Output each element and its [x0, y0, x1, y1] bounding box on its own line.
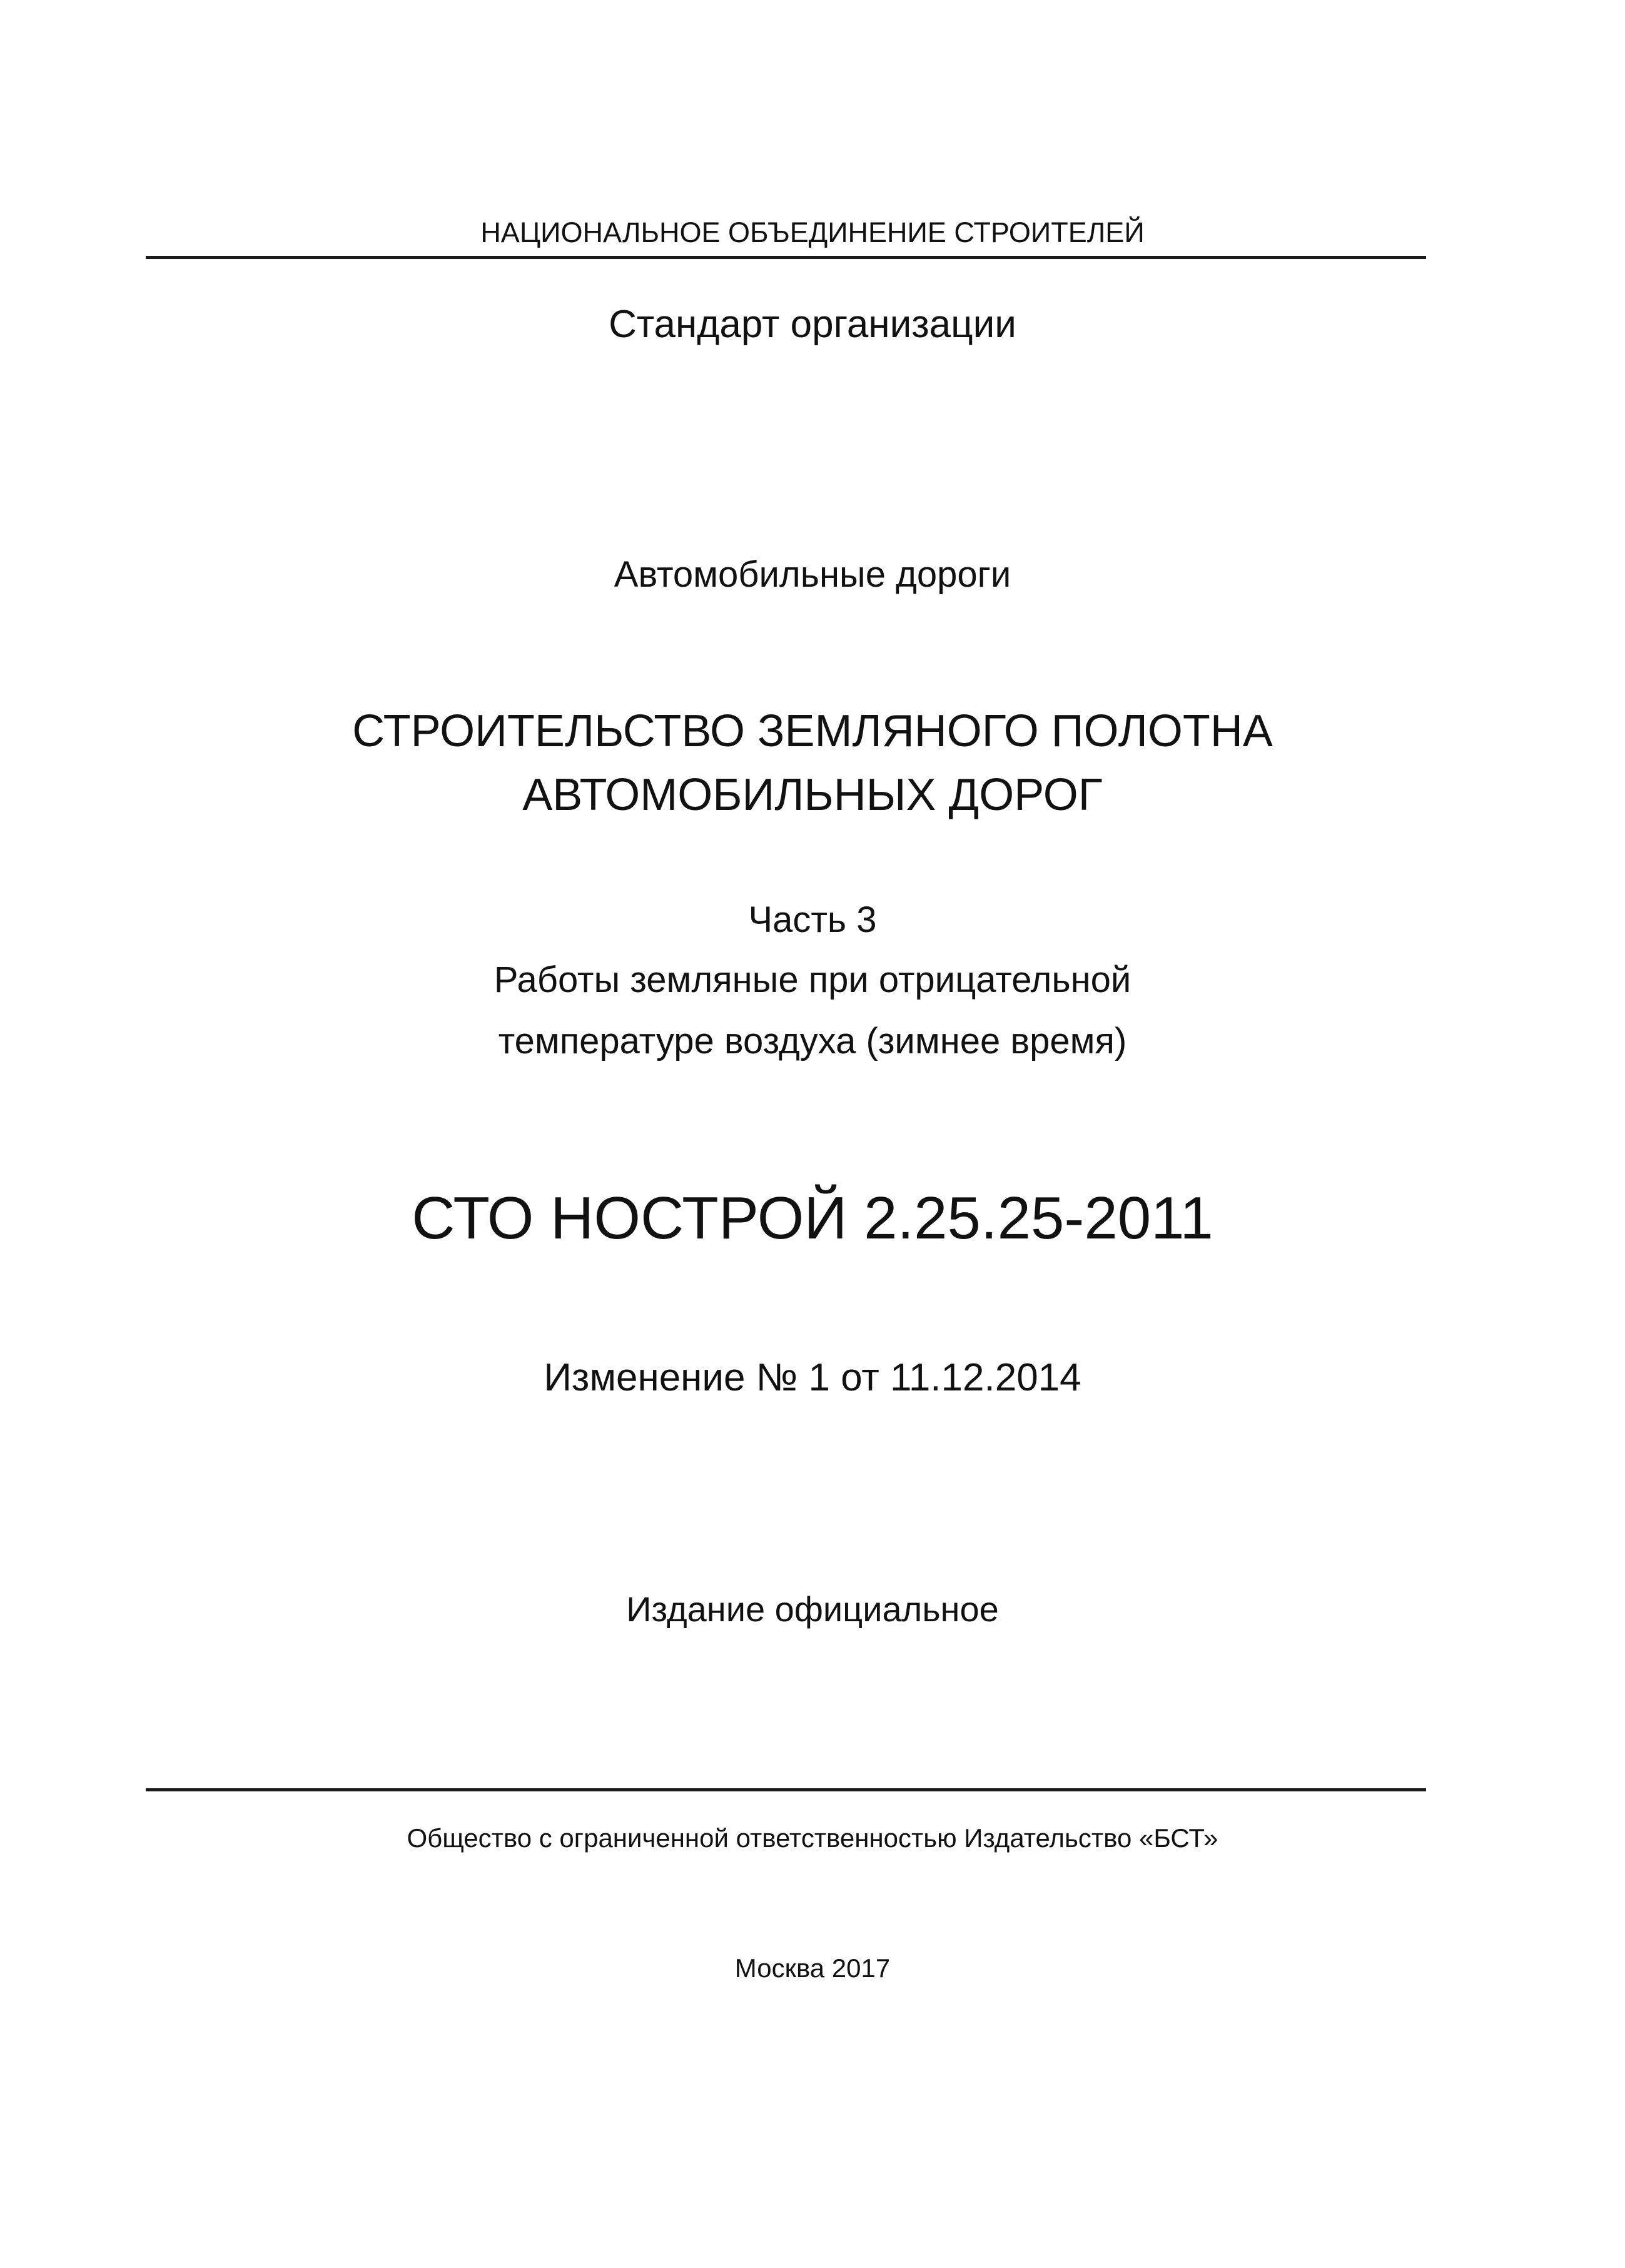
part-number: Часть 3 [748, 899, 877, 940]
amendment-note: Изменение № 1 от 11.12.2014 [544, 1356, 1081, 1399]
city-year: Москва 2017 [734, 1953, 891, 1983]
bottom-divider [146, 1788, 1426, 1791]
subject-heading: Автомобильные дороги [614, 554, 1011, 595]
document-title-line-2: АВТОМОБИЛЬНЫХ ДОРОГ [522, 770, 1103, 820]
part-title-line-2: температуре воздуха (зимнее время) [498, 1021, 1127, 1061]
top-divider [146, 256, 1426, 259]
document-type: Стандарт организации [609, 303, 1016, 346]
standard-designation: СТО НОСТРОЙ 2.25.25-2011 [412, 1185, 1213, 1252]
organization-name: НАЦИОНАЛЬНОЕ ОБЪЕДИНЕНИЕ СТРОИТЕЛЕЙ [480, 216, 1145, 248]
edition-note: Издание официальное [626, 1589, 999, 1629]
part-title-line-1: Работы земляные при отрицательной [494, 959, 1131, 1000]
publisher-name: Общество с ограниченной ответственностью Издательство «БСТ» [407, 1823, 1218, 1853]
document-title-line-1: СТРОИТЕЛЬСТВО ЗЕМЛЯНОГО ПОЛОТНА [352, 706, 1273, 756]
